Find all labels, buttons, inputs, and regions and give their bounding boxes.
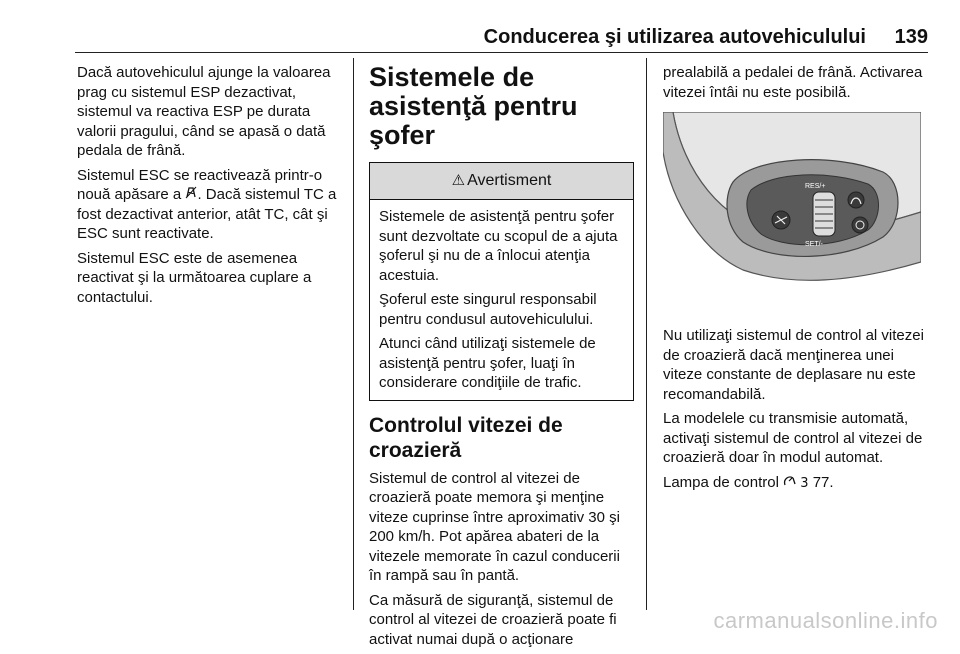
header-title: Conducerea şi utilizarea autovehiculului xyxy=(483,26,866,48)
subsection-title: Controlul vitezei de croazieră xyxy=(369,413,563,462)
paragraph: Sistemul ESC este de asemenea reactivat şi la următoarea cuplare a contactului. xyxy=(77,249,312,306)
column-1 xyxy=(77,63,347,312)
section-title: Sistemele de asistenţă pentru şofer xyxy=(369,62,578,150)
column-divider-1 xyxy=(353,58,354,610)
res-label: RES/+ xyxy=(805,183,826,190)
warning-heading xyxy=(370,163,633,200)
paragraph: Nu utilizaţi sistemul de control al vitezei de croazieră dacă menţinerea unei viteze constante de deplasare nu este recomandabilă. xyxy=(663,327,924,403)
watermark: carmanualsonline.info xyxy=(713,608,938,633)
lamp-text: Lampa de control xyxy=(663,473,779,491)
reference-page-link[interactable]: 77. xyxy=(812,473,834,491)
paragraph xyxy=(663,473,928,494)
paragraph-text: . Dacă sistemul TC a fost dezactivat anterior, atât TC, cât şi ESC sunt reactivate. xyxy=(77,186,337,242)
column-divider-2 xyxy=(646,58,647,610)
header-rule xyxy=(75,52,928,53)
steering-wheel-illustration xyxy=(663,112,921,314)
reference-arrow-icon: 3 xyxy=(800,475,809,491)
paragraph: La modelele cu transmisie automată, activaţi sistemul de control al vitezei de croazieră doar în modul automat. xyxy=(663,410,923,466)
column-3 xyxy=(663,63,928,498)
column-2 xyxy=(369,63,634,654)
paragraph xyxy=(77,166,347,244)
warning-paragraph: Atunci când utilizaţi sistemele de asistenţă pentru şofer, luaţi în considerare condiţiile de trafic. xyxy=(379,335,596,391)
esc-off-icon xyxy=(185,185,197,205)
warning-triangle-icon: ⚠ xyxy=(451,172,466,189)
paragraph: Sistemul de control al vitezei de croazieră poate memora şi menţine viteze cuprinse între aproximativ 30 şi 200 km/h. Pot apărea abateri de la vitezele memorate în cazul conducerii în rampă sau în pantă. xyxy=(369,469,620,584)
warning-paragraph: Şoferul este singurul responsabil pentru condusul autovehiculului. xyxy=(379,291,597,328)
warning-body xyxy=(370,200,633,400)
paragraph: Dacă autovehiculul ajunge la valoarea prag cu sistemul ESP dezactivat, sistemul va reactiva ESP pe durata valorii pragului, când se apasă o dată pedala de frână. xyxy=(77,64,331,159)
warning-heading-text: Avertisment xyxy=(467,172,552,189)
paragraph: Ca măsură de siguranţă, sistemul de control al vitezei de croazieră poate fi activat numai după o acţionare xyxy=(369,591,617,648)
paragraph: prealabilă a pedalei de frână. Activarea vitezei întâi nu este posibilă. xyxy=(663,64,923,101)
page-number: 139 xyxy=(894,26,928,48)
page-header xyxy=(75,24,928,52)
cruise-control-lamp-icon xyxy=(783,473,796,493)
paragraph-text: Sistemul ESC se reactivează printr-o nouă apăsare a xyxy=(77,166,323,203)
warning-box xyxy=(369,162,634,401)
set-label: SET/- xyxy=(805,241,823,248)
warning-paragraph: Sistemele de asistenţă pentru şofer sunt dezvoltate cu scopul de a ajuta şoferul şi nu de a înlocui atenţia acestuia. xyxy=(379,208,618,284)
